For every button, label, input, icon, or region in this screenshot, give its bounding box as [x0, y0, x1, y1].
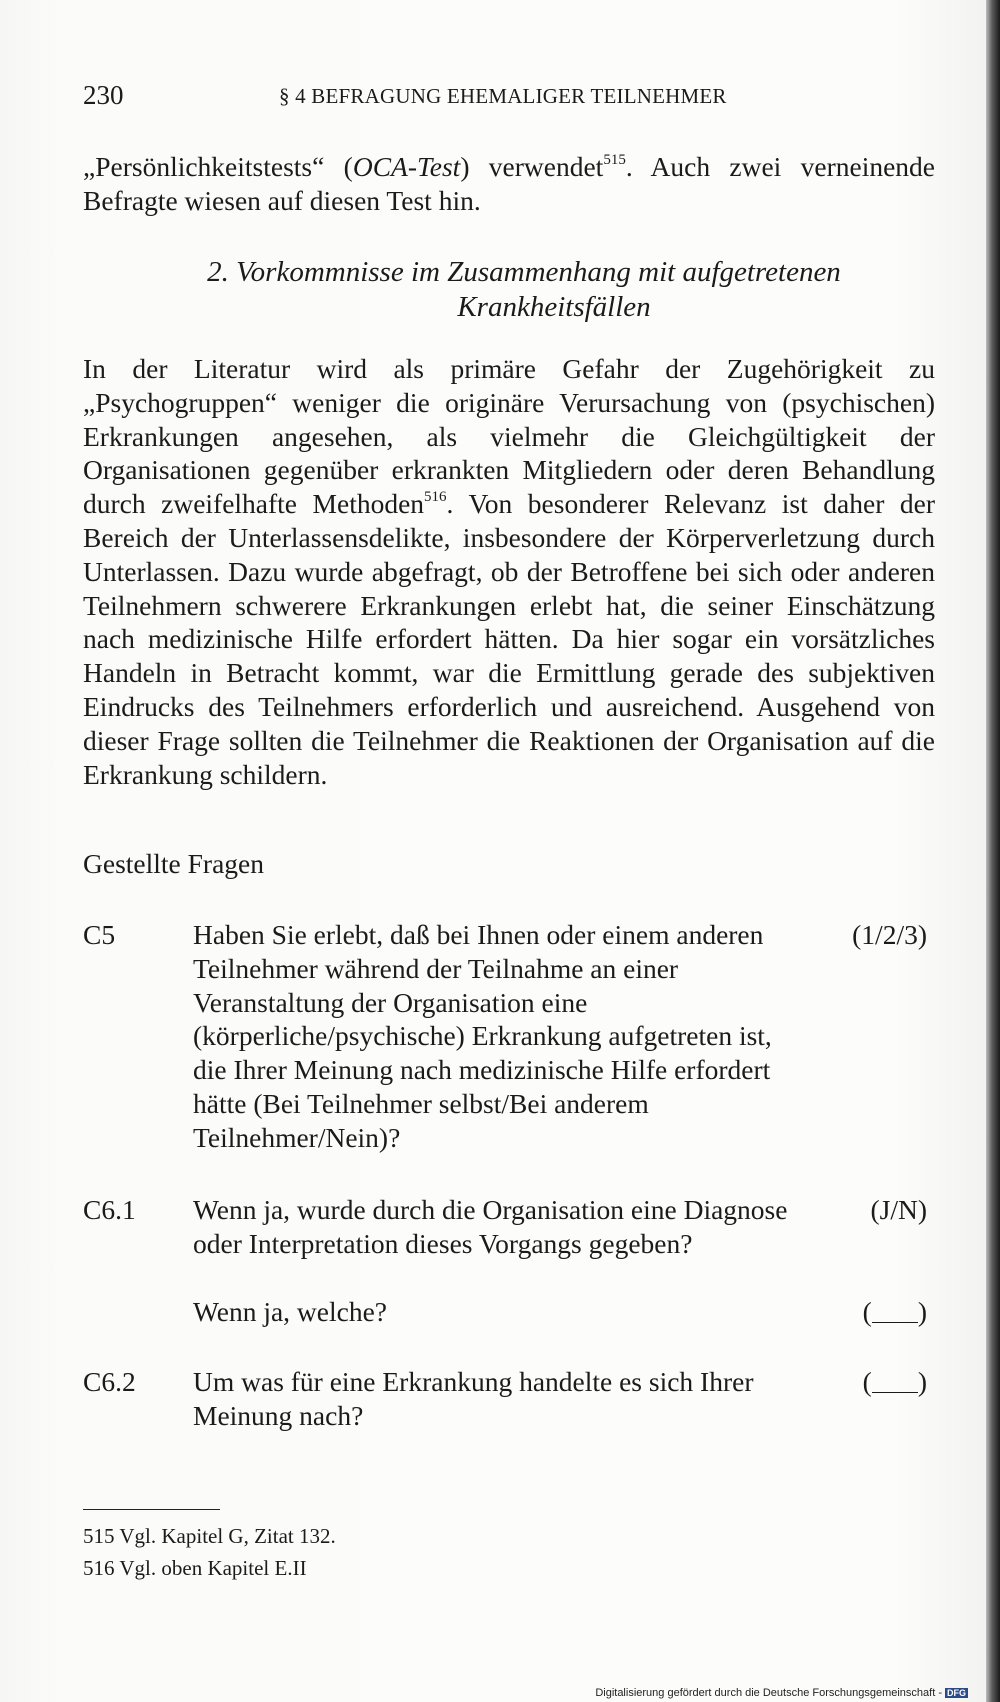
question-text: Um was für eine Erkrankung handelte es sich Ihrer Meinung nach? — [193, 1366, 754, 1431]
footnote-ref-516: 516 — [424, 489, 447, 506]
followup-text: Wenn ja, welche? — [193, 1296, 388, 1327]
footnote-number: 515 — [83, 1524, 115, 1548]
question-text: Wenn ja, wurde durch die Organisation eine Diagnose oder Interpretation dieses Vorgangs gegeben? — [193, 1194, 788, 1259]
body-paragraph — [83, 352, 935, 791]
paren-open: ( — [862, 1366, 872, 1397]
page-number: 230 — [83, 80, 124, 110]
footnote-text: Vgl. Kapitel G, Zitat 132. — [119, 1524, 336, 1548]
book-spine-shadow — [986, 0, 1000, 1702]
question-text: Haben Sie erlebt, daß bei Ihnen oder einem anderen Teilnehmer während der Teilnahme an einer Veranstaltung der Organisation eine (körperliche/psychische) Erkrankung aufgetreten ist, die Ihrer Meinung nach medizinische Hilfe erfordert hätte (Bei Teilnehmer selbst/Bei anderem Teilnehmer/Nein)? — [193, 919, 772, 1153]
footnote-number: 516 — [83, 1556, 115, 1580]
section-heading-line2: Krankheitsfällen — [457, 291, 651, 323]
question-code: C6.2 — [83, 1366, 136, 1397]
intro-text-rest: . Auch zwei verneinende Befragte wiesen auf diesen Test hin. — [83, 151, 935, 216]
answer-format: (J/N) — [870, 1194, 927, 1225]
paren-close: ) — [917, 1366, 927, 1397]
footnotes — [83, 1520, 336, 1584]
section-heading — [83, 255, 935, 325]
blank-line — [872, 1370, 918, 1393]
answer-blank — [863, 1365, 927, 1399]
credit-text: Digitalisierung gefördert durch die Deutsche Forschungsgemeinschaft - — [595, 1687, 942, 1699]
paragraph-part1: In der Literatur wird als primäre Gefahr der Zugehörigkeit zu „Psychogruppen“ weniger die originäre Verursachung von (psychischen) Erkrankungen angesehen, als vielmehr die Gleichgültigkeit der Organisationen gegenüber erkrankten Mitgliedern oder deren Behandlung durch zweifelhafte Methoden — [83, 353, 935, 520]
dfg-logo: DFG — [947, 1688, 966, 1698]
intro-italic-term: OCA-Test — [352, 151, 461, 182]
section-heading-line1: 2. Vorkommnisse im Zusammenhang mit aufgetretenen — [207, 256, 841, 288]
running-head — [83, 80, 933, 120]
answer-blank — [863, 1295, 927, 1329]
paren-close: ) — [917, 1296, 927, 1327]
intro-paragraph — [83, 150, 935, 218]
footnote-515 — [83, 1520, 336, 1552]
paren-open: ( — [862, 1296, 872, 1327]
intro-text-before: „Persönlichkeitstests“ ( — [83, 151, 353, 182]
blank-line — [872, 1300, 918, 1323]
questions-heading: Gestellte Fragen — [83, 848, 264, 879]
question-code: C5 — [83, 919, 116, 950]
footnote-divider — [83, 1509, 220, 1510]
digitization-credit — [595, 1687, 968, 1699]
question-code: C6.1 — [83, 1194, 136, 1225]
footnote-ref-515: 515 — [603, 152, 626, 168]
footnote-text: Vgl. oben Kapitel E.II — [119, 1556, 307, 1580]
running-title: § 4 BEFRAGUNG EHEMALIGER TEILNEHMER — [279, 84, 727, 108]
paragraph-part2: . Von besonderer Relevanz ist daher der Bereich der Unterlassensdelikte, insbesondere der Körperverletzung durch Unterlassen. Dazu wurde abgefragt, ob der Betroffene bei sich oder anderen Teilnehmern schwerere Erkrankungen erlebt hat, die seiner Einschätzung nach medizinische Hilfe erfordert hätten. Da hier sogar ein vorsätzliches Handeln in Betracht kommt, war die Ermittlung gerade des subjektiven Eindrucks des Teilnehmers erforderlich und ausreichend. Ausgehend von dieser Frage sollten die Teilnehmer die Reaktionen der Organisation auf die Erkrankung schildern. — [83, 488, 935, 790]
answer-format: (1/2/3) — [852, 919, 927, 950]
footnote-516 — [83, 1552, 336, 1584]
intro-text-after: ) verwendet — [460, 151, 604, 182]
